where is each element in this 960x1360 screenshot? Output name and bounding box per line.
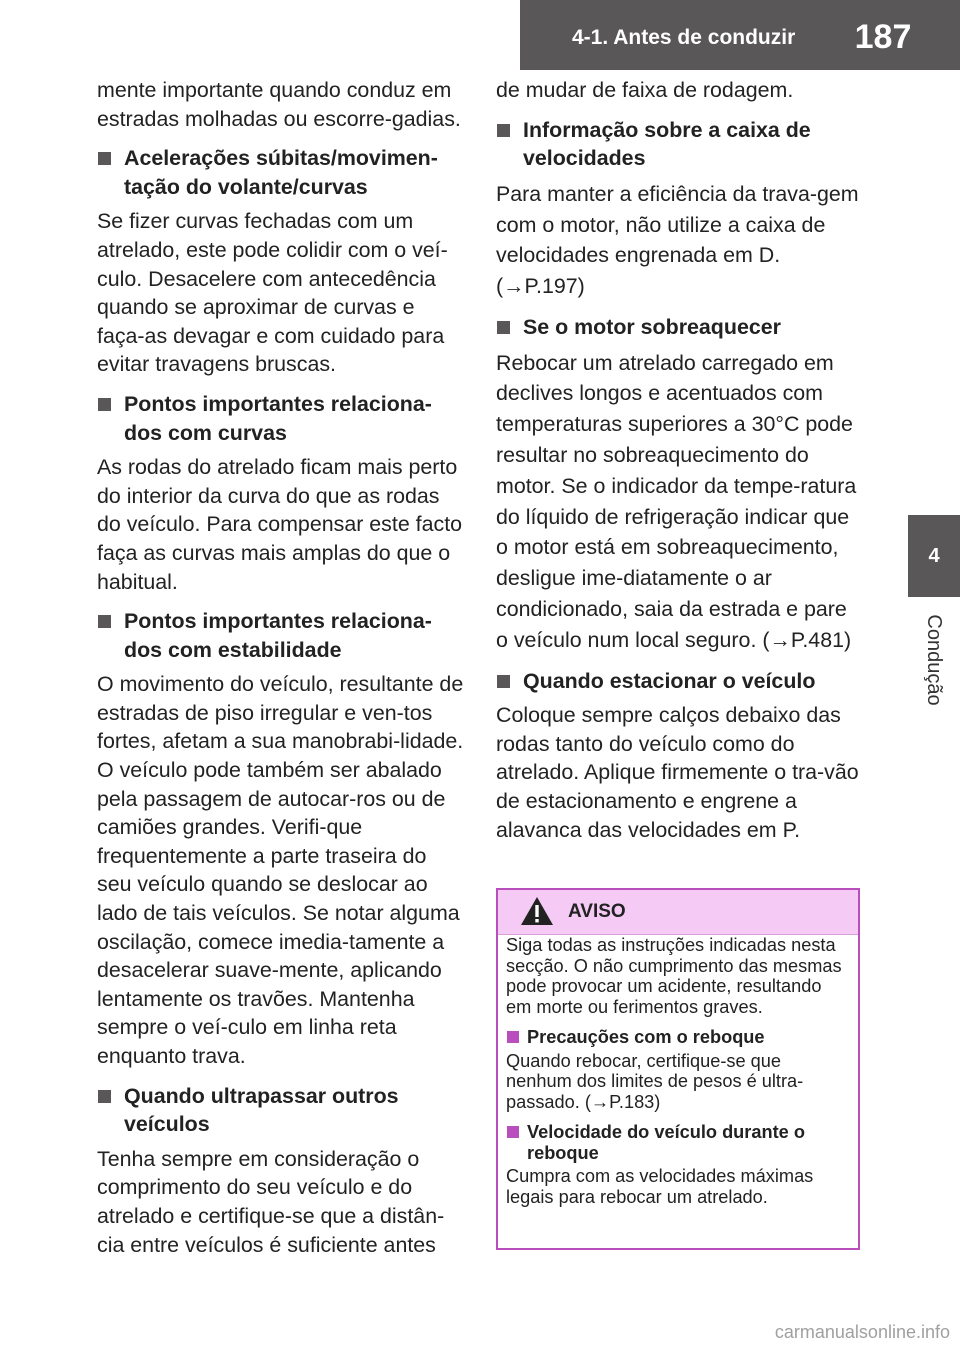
- section-heading: [496, 667, 864, 696]
- warning-triangle-icon: [520, 896, 554, 926]
- square-bullet-icon: [497, 321, 510, 334]
- square-bullet-icon: [98, 152, 111, 165]
- section-heading: [97, 390, 465, 447]
- square-bullet-icon: [98, 615, 111, 628]
- section-body: As rodas do atrelado ficam mais perto do interior da curva do que as rodas do veículo. Para compensar este facto faça as curvas mais amplas do que o habitual.: [97, 455, 463, 594]
- section-heading-text: Se o motor sobreaquecer: [523, 314, 781, 339]
- section-heading: [97, 144, 465, 201]
- section-heading-text: Quando estacionar o veículo: [523, 668, 816, 693]
- square-bullet-icon: [98, 398, 111, 411]
- section-title: 4-1. Antes de conduzir: [572, 26, 796, 49]
- warning-subheading: [506, 1122, 850, 1163]
- square-bullet-icon: [497, 675, 510, 688]
- section-heading-text: Acelerações súbitas/movimen-tação do volante/curvas: [124, 146, 438, 199]
- warning-box: [496, 888, 860, 1250]
- chapter-label: Condução: [923, 614, 945, 706]
- continued-paragraph: mente importante quando conduz em estradas molhadas ou escorre-gadias.: [97, 78, 461, 131]
- section-body: Se fizer curvas fechadas com um atrelado, este pode colidir com o veí-culo. Desacelere com antecedência quando se aproximar de curvas e faça-as devagar e com cuidado para evitar travagens bruscas.: [97, 209, 448, 377]
- chapter-tab[interactable]: 4: [908, 515, 960, 597]
- watermark: carmanualsonline.info: [774, 1322, 950, 1342]
- page-number: 187: [854, 18, 912, 56]
- section-body: Para manter a eficiência da trava-gem com o motor, não utilize a caixa de velocidades engrenada em D. (→P.197): [496, 181, 859, 299]
- warning-subheading-text: Velocidade do veículo durante o reboque: [527, 1122, 805, 1163]
- warning-header: [498, 890, 858, 935]
- section-body: Rebocar um atrelado carregado em declives longos e acentuados com temperaturas superiores a 30°C pode resultar no sobreaquecimento do motor. Se o indicador da tempe-ratura do líquido de refrigeração indicar que o motor está em sobreaquecimento, desligue ime-diatamente o ar condicionado, saia da estrada e pare o veículo num local seguro. (→P.481): [496, 350, 857, 652]
- section-heading: [496, 313, 864, 342]
- square-bullet-icon: [497, 124, 510, 137]
- warning-title: AVISO: [568, 901, 626, 922]
- section-heading-text: Pontos importantes relaciona-dos com curvas: [124, 391, 432, 445]
- section-body: Tenha sempre em consideração o comprimento do seu veículo e do atrelado e certifique-se que a distân-cia entre veículos é suficiente antes: [97, 1146, 445, 1257]
- section-heading: [97, 607, 465, 664]
- section-heading-text: Pontos importantes relaciona-dos com estabilidade: [124, 609, 432, 662]
- square-bullet-icon: [507, 1126, 519, 1138]
- left-column: [97, 76, 465, 1270]
- warning-subheading-text: Precauções com o reboque: [527, 1027, 765, 1047]
- section-heading-text: Quando ultrapassar outros veículos: [124, 1083, 399, 1137]
- continued-paragraph: de mudar de faixa de rodagem.: [496, 78, 794, 102]
- warning-item-body: Quando rebocar, certifique-se que nenhum dos limites de pesos é ultra-passado. (→P.183): [506, 1050, 804, 1112]
- section-body: Coloque sempre calços debaixo das rodas tanto do veículo como do atrelado. Aplique firmemente o tra-vão de estacionamento e engrene a alavanca das velocidades em P.: [496, 703, 859, 842]
- section-body: O movimento do veículo, resultante de estradas de piso irregular e ven-tos fortes, afetam a sua manobrabi-lidade. O veículo pode também ser abalado pela passagem de autocar-ros ou de camiões grandes. Verifi-que frequentemente a parte traseira do seu veículo quando se deslocar ao lado de tais veículos. Se notar alguma oscilação, comece imedia-tamente a desacelerar suave-mente, aplicando lentamente os travões. Mantenha sempre o veí-culo em linha reta enquanto trava.: [97, 672, 464, 1068]
- warning-item-body: Cumpra com as velocidades máximas legais para rebocar um atrelado.: [506, 1166, 814, 1207]
- right-column: [496, 76, 864, 855]
- section-heading-text: Informação sobre a caixa de velocidades: [523, 117, 811, 171]
- square-bullet-icon: [98, 1090, 111, 1103]
- section-heading: [97, 1082, 465, 1139]
- warning-intro: Siga todas as instruções indicadas nesta secção. O não cumprimento das mesmas pode provocar um acidente, resultando em morte ou ferimentos graves.: [506, 935, 842, 1017]
- section-heading: [496, 116, 864, 173]
- square-bullet-icon: [507, 1031, 519, 1043]
- warning-body: [498, 935, 858, 1207]
- warning-subheading: [506, 1027, 850, 1048]
